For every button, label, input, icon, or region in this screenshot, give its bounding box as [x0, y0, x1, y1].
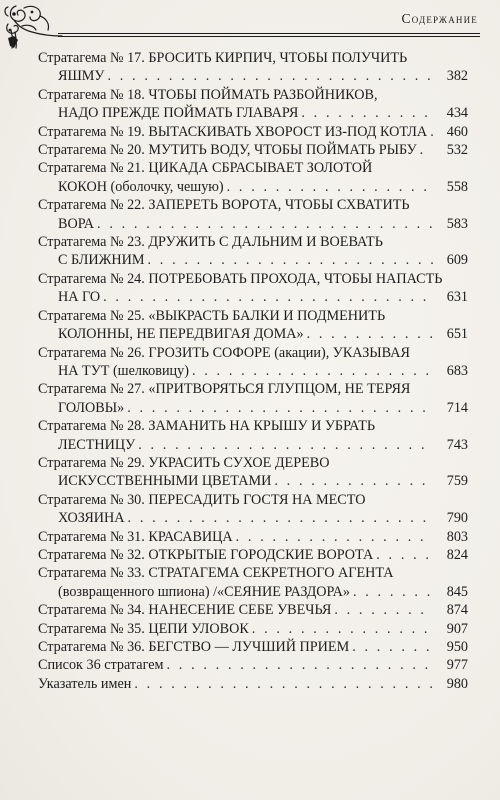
dot-leader	[301, 104, 433, 122]
toc-entry	[38, 491, 468, 528]
toc-entry-title-line: Стратагема № 21. ЦИКАДА СБРАСЫВАЕТ ЗОЛОТОЙ	[38, 160, 373, 177]
toc-entry-title-line: Стратагема № 30. ПЕРЕСАДИТЬ ГОСТЯ НА МЕСТО	[38, 491, 366, 508]
table-of-contents	[38, 49, 468, 693]
toc-page-number: 714	[446, 399, 468, 416]
toc-page-number: 583	[446, 215, 468, 232]
toc-entry	[38, 546, 468, 564]
running-head: Содержание	[401, 11, 478, 26]
toc-entry-title-line: Стратагема № 17. БРОСИТЬ КИРПИЧ, ЧТОБЫ ПОЛУЧИТЬ	[38, 50, 408, 66]
dot-leader	[97, 215, 433, 233]
toc-entry	[38, 86, 468, 123]
toc-entry-title-line: Стратагема № 19. ВЫТАСКИВАТЬ ХВОРОСТ ИЗ-ПОД КОТЛА	[38, 123, 428, 140]
toc-entry-title-line: Стратагема № 25. «ВЫКРАСТЬ БАЛКИ И ПОДМЕНИТЬ	[38, 307, 386, 324]
toc-entry	[38, 233, 468, 270]
toc-entry	[38, 380, 468, 417]
toc-entry-title-line: Стратагема № 18. ЧТОБЫ ПОЙМАТЬ РАЗБОЙНИКОВ,	[38, 86, 378, 103]
dot-leader	[307, 325, 433, 343]
toc-entry-title-line: Стратагема № 35. ЦЕПИ УЛОВОК	[38, 620, 249, 637]
toc-entry	[38, 528, 468, 546]
dot-leader	[128, 509, 433, 527]
toc-page-number: 651	[446, 326, 468, 343]
toc-entry	[38, 123, 468, 141]
header-rule	[58, 33, 480, 34]
toc-page-number: 558	[446, 178, 468, 195]
toc-page-number: 434	[446, 105, 468, 122]
toc-entry-title-line: Список 36 стратагем	[38, 657, 164, 674]
toc-entry-title-line: ХОЗЯИНА	[58, 510, 125, 527]
toc-entry	[38, 417, 468, 454]
dot-leader	[107, 67, 433, 85]
dot-leader	[252, 620, 433, 638]
toc-entry	[38, 159, 468, 196]
dot-leader	[353, 583, 433, 601]
toc-entry-title-line: Стратагема № 24. ПОТРЕБОВАТЬ ПРОХОДА, ЧТОБЫ НАПАСТЬ	[38, 270, 443, 287]
dot-leader	[376, 546, 433, 564]
toc-entry	[38, 675, 468, 693]
toc-entry-title-line: ИСКУССТВЕННЫМИ ЦВЕТАМИ	[58, 473, 272, 490]
toc-entry	[38, 307, 468, 344]
toc-page-number: 609	[446, 252, 468, 269]
dot-leader	[227, 178, 433, 196]
toc-page-number: 824	[446, 546, 468, 563]
toc-page-number: 631	[446, 289, 468, 306]
toc-page-number: 977	[446, 657, 468, 674]
toc-entry-title-line: ЯШМУ	[58, 68, 105, 85]
toc-page-number: 980	[446, 675, 468, 692]
dot-leader	[430, 123, 433, 141]
page-header	[0, 0, 500, 52]
toc-page-number: 460	[446, 123, 468, 140]
toc-entry-title-line: КОКОН (оболочку, чешую)	[58, 178, 224, 195]
dot-leader	[352, 638, 433, 656]
toc-entry-title-line: НАДО ПРЕЖДЕ ПОЙМАТЬ ГЛАВАРЯ	[58, 105, 299, 122]
toc-page-number: 950	[446, 639, 468, 655]
toc-entry-title-line: Стратагема № 31. КРАСАВИЦА	[38, 528, 233, 545]
toc-entry-title-line: Стратагема № 26. ГРОЗИТЬ СОФОРЕ (акации), УКАЗЫВАЯ	[38, 344, 410, 361]
toc-entry	[38, 638, 468, 656]
toc-page-number: 743	[446, 436, 468, 453]
toc-entry-title-line: Стратагема № 36. БЕГСТВО — ЛУЧШИЙ ПРИЕМ	[38, 639, 350, 655]
toc-page-number: 845	[446, 583, 468, 600]
dot-leader	[127, 399, 433, 417]
dot-leader	[192, 362, 433, 380]
dot-leader	[420, 141, 433, 159]
toc-page-number: 683	[446, 362, 468, 379]
dot-leader	[166, 656, 433, 674]
toc-entry-title-line: Стратагема № 22. ЗАПЕРЕТЬ ВОРОТА, ЧТОБЫ СХВАТИТЬ	[38, 197, 410, 214]
toc-entry-title-line: Стратагема № 27. «ПРИТВОРЯТЬСЯ ГЛУПЦОМ, НЕ ТЕРЯЯ	[38, 381, 411, 398]
toc-entry-title-line: Стратагема № 32. ОТКРЫТЫЕ ГОРОДСКИЕ ВОРОТА	[38, 546, 374, 563]
dot-leader	[274, 472, 433, 490]
toc-entry-title-line: Стратагема № 29. УКРАСИТЬ СУХОЕ ДЕРЕВО	[38, 454, 330, 471]
toc-entry-title-line: Стратагема № 33. СТРАТАГЕМА СЕКРЕТНОГО АГЕНТА	[38, 565, 394, 582]
toc-entry	[38, 270, 468, 307]
header-rule-thin	[58, 36, 480, 37]
toc-entry	[38, 196, 468, 233]
toc-entry-title-line: ЛЕСТНИЦУ	[58, 436, 136, 453]
toc-page-number: 759	[446, 473, 468, 490]
dot-leader	[103, 288, 433, 306]
toc-entry	[38, 344, 468, 381]
toc-entry-title-line: Указатель имен	[38, 675, 132, 692]
toc-entry-title-line: Стратагема № 23. ДРУЖИТЬ С ДАЛЬНИМ И ВОЕВАТЬ	[38, 234, 383, 251]
toc-entry-title-line: НА ГО	[58, 289, 101, 306]
toc-entry	[38, 620, 468, 638]
toc-entry	[38, 49, 468, 86]
dot-leader	[334, 601, 433, 619]
toc-entry	[38, 141, 468, 159]
dot-leader	[134, 675, 433, 693]
toc-page-number: 790	[446, 510, 468, 527]
dot-leader	[236, 528, 433, 546]
toc-entry-title-line: ГОЛОВЫ»	[58, 399, 125, 416]
toc-page-number: 532	[446, 142, 468, 159]
toc-entry	[38, 564, 468, 601]
toc-page-number: 382	[446, 68, 468, 85]
toc-entry-title-line: С БЛИЖНИМ	[58, 252, 145, 269]
toc-entry-title-line: Стратагема № 34. НАНЕСЕНИЕ СЕБЕ УВЕЧЬЯ	[38, 602, 332, 619]
toc-entry	[38, 454, 468, 491]
dot-leader	[138, 436, 433, 454]
toc-entry-title-line: НА ТУТ (шелковицу)	[58, 362, 189, 379]
toc-page-number: 803	[446, 528, 468, 545]
toc-page-number: 874	[446, 602, 468, 619]
toc-page-number: 907	[446, 620, 468, 637]
toc-entry	[38, 656, 468, 674]
ornament-icon	[2, 2, 68, 50]
dot-leader	[148, 251, 434, 269]
toc-entry-title-line: (возвращенного шпиона) /«СЕЯНИЕ РАЗДОРА»	[58, 583, 350, 600]
toc-entry-title-line: ВОРА	[58, 215, 95, 232]
toc-entry-title-line: Стратагема № 28. ЗАМАНИТЬ НА КРЫШУ И УБРАТЬ	[38, 418, 375, 435]
toc-entry-title-line: КОЛОННЫ, НЕ ПЕРЕДВИГАЯ ДОМА»	[58, 326, 304, 343]
toc-entry-title-line: Стратагема № 20. МУТИТЬ ВОДУ, ЧТОБЫ ПОЙМАТЬ РЫБУ	[38, 142, 417, 159]
toc-entry	[38, 601, 468, 619]
